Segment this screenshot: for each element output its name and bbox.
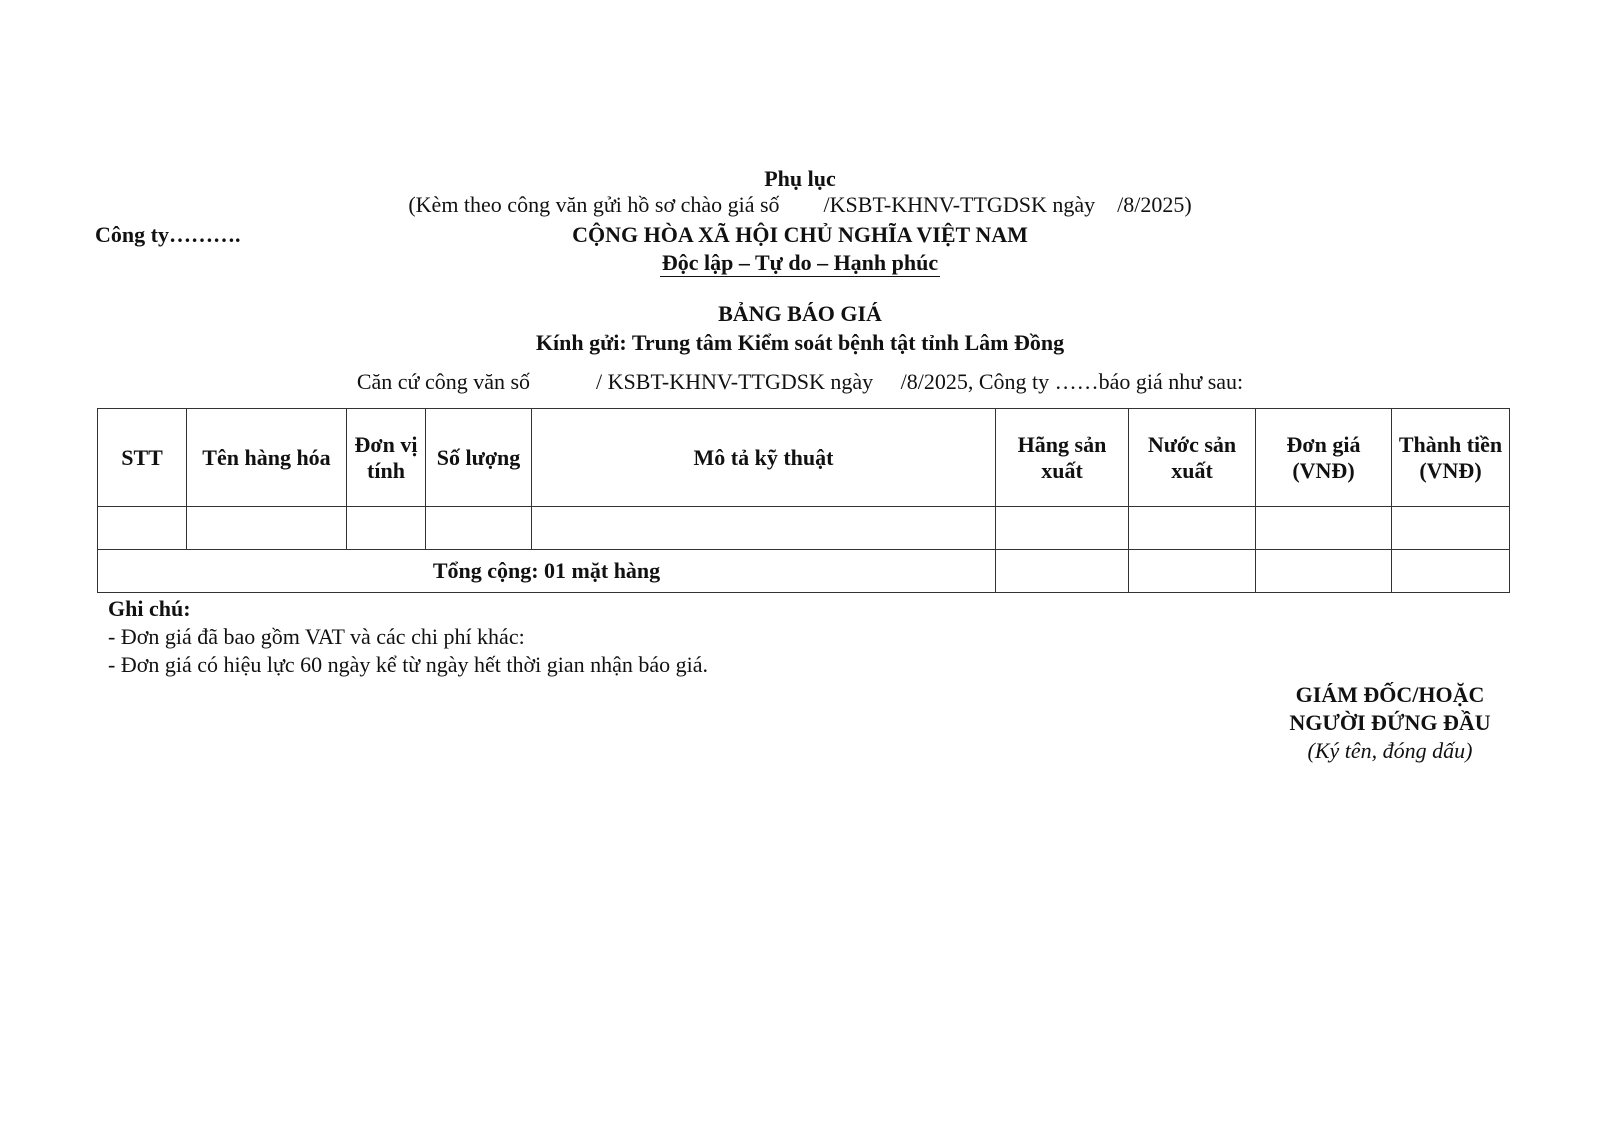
cell-product-name — [187, 507, 347, 550]
motto — [560, 250, 1040, 276]
nation-title: CỘNG HÒA XÃ HỘI CHỦ NGHĨA VIỆT NAM — [572, 222, 1028, 247]
header-product-name: Tên hàng hóa — [187, 409, 347, 507]
signature-title-line1: GIÁM ĐỐC/HOẶC — [1295, 682, 1485, 707]
appendix-title: Phụ lục — [764, 166, 836, 191]
note-item: - Đơn giá có hiệu lực 60 ngày kể từ ngày hết thời gian nhận báo giá. — [108, 652, 709, 677]
total-manufacturer — [996, 550, 1129, 593]
signature-instruction: (Ký tên, đóng dấu) — [1307, 738, 1473, 763]
cell-quantity — [426, 507, 532, 550]
notes-heading: Ghi chú: — [108, 596, 191, 621]
cell-manufacturer — [996, 507, 1129, 550]
total-label: Tổng cộng: 01 mặt hàng — [98, 550, 996, 593]
basis-line: Căn cứ công văn số / KSBT-KHNV-TTGDSK ngày /8/2025, Công ty ……báo giá như sau: — [356, 369, 1244, 394]
motto-text: Độc lập – Tự do – Hạnh phúc — [661, 250, 939, 275]
total-unit-price — [1256, 550, 1392, 593]
cell-technical-description — [532, 507, 996, 550]
cell-unit — [347, 507, 426, 550]
header-quantity: Số lượng — [426, 409, 532, 507]
quote-table — [97, 408, 1510, 593]
cell-stt — [98, 507, 187, 550]
appendix-subtitle: (Kèm theo công văn gửi hồ sơ chào giá số /KSBT-KHNV-TTGDSK ngày /8/2025) — [408, 192, 1192, 217]
signature-title-line2: NGƯỜI ĐỨNG ĐẦU — [1289, 710, 1491, 735]
header-unit-price: Đơn giá (VNĐ) — [1256, 409, 1392, 507]
cell-amount — [1392, 507, 1510, 550]
total-row — [98, 550, 1510, 593]
header-country: Nước sản xuất — [1129, 409, 1256, 507]
recipient-line: Kính gửi: Trung tâm Kiểm soát bệnh tật tỉnh Lâm Đồng — [535, 330, 1065, 355]
table-row — [98, 507, 1510, 550]
header-technical-description: Mô tả kỹ thuật — [532, 409, 996, 507]
header-stt: STT — [98, 409, 187, 507]
note-item: - Đơn giá đã bao gồm VAT và các chi phí khác: — [108, 624, 525, 649]
total-country — [1129, 550, 1256, 593]
cell-country — [1129, 507, 1256, 550]
header-amount: Thành tiền (VNĐ) — [1392, 409, 1510, 507]
quote-title: BẢNG BÁO GIÁ — [718, 301, 882, 326]
header-unit: Đơn vị tính — [347, 409, 426, 507]
cell-unit-price — [1256, 507, 1392, 550]
company-name: Công ty………. — [95, 222, 241, 247]
total-amount — [1392, 550, 1510, 593]
table-header-row — [98, 409, 1510, 507]
header-manufacturer: Hãng sản xuất — [996, 409, 1129, 507]
